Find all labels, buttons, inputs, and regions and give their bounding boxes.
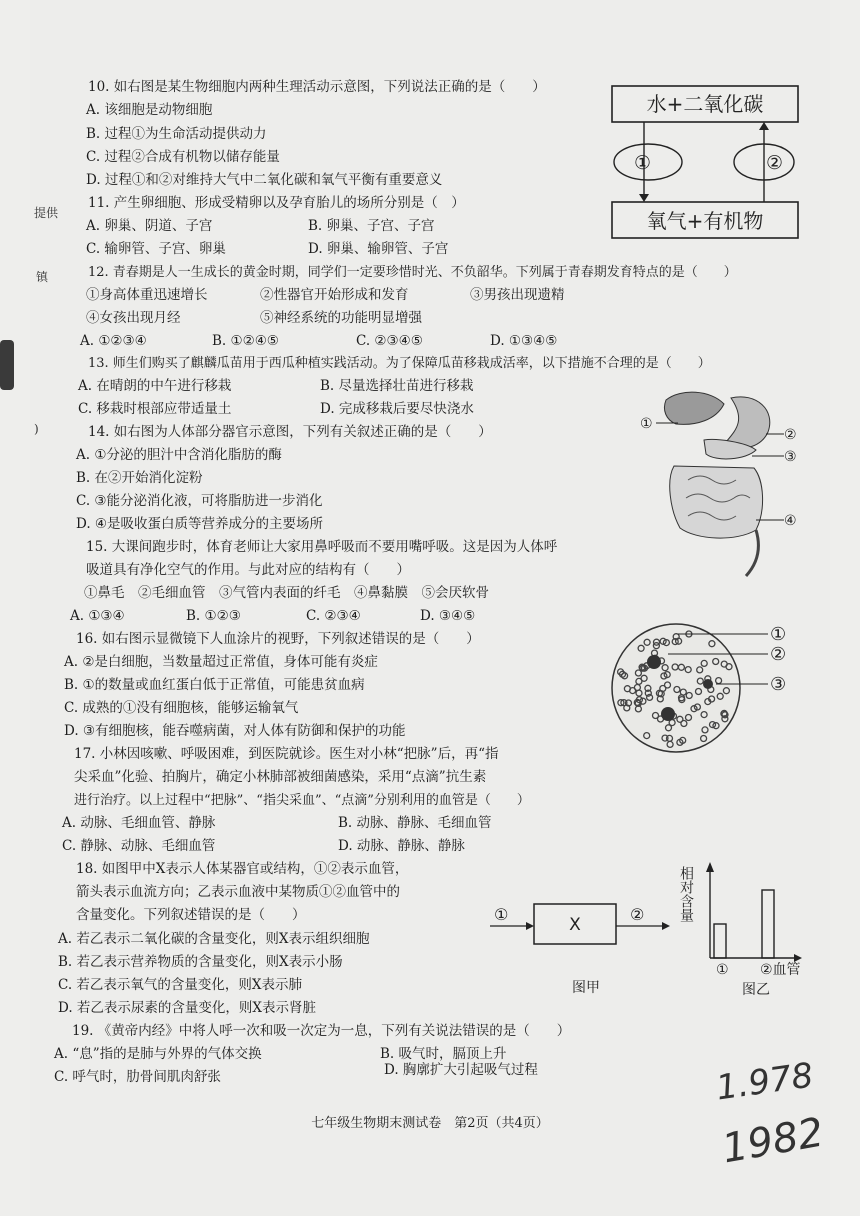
figure-q18-caption-b: 图乙 [742, 982, 770, 998]
figure-q10-process-1: ① [634, 152, 652, 174]
question-10-option-b: B. 过程①为生命活动提供动力 [86, 126, 267, 142]
figure-q14-digestive-system [636, 380, 806, 580]
question-14-option-c: C. ③能分泌消化液，可将脂肪进一步消化 [76, 493, 323, 509]
question-17-stem-line1: 17. 小林因咳嗽、呼吸困难，到医院就诊。医生对小林“把脉”后，再“指 [74, 746, 499, 762]
figure-q18-vessel-2: ② [630, 905, 645, 924]
question-19-option-a: A. “息”指的是肺与外界的气体交换 [54, 1046, 262, 1062]
question-16-option-b: B. ①的数量或血红蛋白低于正常值，可能患贫血病 [64, 677, 365, 693]
question-17-stem-line2: 尖采血”化验、拍胸片，确定小林肺部被细菌感染，采用“点滴”抗生素 [74, 769, 487, 785]
question-13-option-b: B. 尽量选择壮苗进行移栽 [320, 378, 474, 394]
question-17-option-d: D. 动脉、静脉、静脉 [338, 838, 465, 854]
figure-q14-label-3: ③ [784, 449, 797, 465]
figure-q18-chart-b [680, 848, 820, 998]
question-15-option-c: C. ②③④ [306, 608, 361, 624]
question-10-option-a: A. 该细胞是动物细胞 [86, 102, 213, 118]
figure-q16-label-3: ③ [770, 674, 787, 695]
question-18-option-c: C. 若乙表示氧气的含量变化，则X表示肺 [58, 977, 303, 993]
question-12-item-5: ⑤神经系统的功能明显增强 [260, 310, 422, 326]
question-13-option-a: A. 在晴朗的中午进行移栽 [78, 378, 232, 394]
question-12-item-3: ③男孩出现遗精 [470, 287, 565, 303]
margin-text: 提供 [34, 206, 59, 220]
question-11-stem: 11. 产生卵细胞、形成受精卵以及孕育胎儿的场所分别是（ ） [88, 195, 465, 211]
figure-q14-label-2: ② [784, 427, 797, 443]
figure-q16-label-2: ② [770, 644, 787, 665]
figure-q10-process-2: ② [766, 152, 784, 174]
question-12-option-a: A. ①②③④ [80, 333, 147, 349]
question-14-option-a: A. ①分泌的胆汁中含消化脂肪的酶 [76, 447, 282, 463]
chart-y-label-line: 相对含量 [678, 866, 694, 922]
question-19-stem: 19. 《黄帝内经》中将人呼一次和吸一次定为一息，下列有关说法错误的是（ ） [72, 1023, 571, 1039]
question-14-option-b: B. 在②开始消化淀粉 [76, 470, 203, 486]
figure-q14-label-1: ① [640, 416, 653, 432]
question-12-option-b: B. ①②④⑤ [212, 333, 279, 349]
question-17-stem-line3: 进行治疗。以上过程中“把脉”、“指尖采血”、“点滴”分别利用的血管是（ ） [74, 793, 530, 808]
handwritten-note-1: 1.978 [713, 1055, 816, 1109]
chart-x-tick-1: ① [716, 962, 729, 978]
question-12-option-d: D. ①③④⑤ [490, 333, 558, 349]
figure-q10 [600, 80, 810, 248]
white-blood-cell [647, 655, 661, 669]
question-11-option-c: C. 输卵管、子宫、卵巢 [86, 241, 226, 257]
question-12-item-2: ②性器官开始形成和发育 [260, 287, 409, 303]
question-14-option-d: D. ④是吸收蛋白质等营养成分的主要场所 [76, 516, 324, 532]
white-blood-cell [703, 679, 713, 689]
question-16-option-c: C. 成熟的①没有细胞核，能够运输氧气 [64, 700, 299, 716]
question-19-option-d: D. 胸廓扩大引起吸气过程 [384, 1062, 538, 1078]
figure-q10-bottom-label: 氧气+有机物 [646, 209, 764, 233]
chart-x-tick-2: ②血管 [760, 962, 801, 978]
question-10-stem: 10. 如右图是某生物细胞内两种生理活动示意图，下列说法正确的是（ ） [88, 79, 546, 95]
question-13-stem: 13. 师生们购买了麒麟瓜苗用于西瓜种植实践活动。为了保障瓜苗移栽成活率，以下措施不合理的是（ ） [88, 356, 711, 371]
question-18-option-d: D. 若乙表示尿素的含量变化，则X表示肾脏 [58, 1000, 317, 1016]
binding-mark [0, 340, 14, 390]
question-13-option-d: D. 完成移栽后要尽快浇水 [320, 401, 474, 417]
question-12-stem: 12. 青春期是人一生成长的黄金时期，同学们一定要珍惜时光、不负韶华。下列属于青春期发育特点的是（ ） [88, 265, 737, 280]
question-17-option-a: A. 动脉、毛细血管、静脉 [62, 815, 216, 831]
question-19-option-c: C. 呼气时，肋骨间肌肉舒张 [54, 1069, 221, 1085]
question-18-stem-line1: 18. 如图甲中X表示人体某器官或结构，①②表示血管， [76, 861, 409, 877]
question-12-item-1: ①身高体重迅速增长 [86, 287, 208, 303]
page-footer: 七年级生物期末测试卷 第2页（共4页） [311, 1116, 549, 1131]
question-18-stem-line2: 箭头表示血流方向；乙表示血液中某物质①②血管中的 [76, 884, 400, 900]
question-11-option-b: B. 卵巢、子宫、子宫 [308, 218, 435, 234]
question-13-option-c: C. 移栽时根部应带适量土 [78, 401, 232, 417]
question-15-stem-line1: 15. 大课间跑步时，体育老师让大家用鼻呼吸而不要用嘴呼吸。这是因为人体呼 [86, 539, 558, 555]
question-16-option-d: D. ③有细胞核，能吞噬病菌，对人体有防御和保护的功能 [64, 723, 406, 739]
chart-bar-2 [762, 890, 774, 958]
question-15-stem-line2: 吸道具有净化空气的作用。与此对应的结构有（ ） [86, 562, 410, 578]
white-blood-cell [661, 707, 675, 721]
question-15-option-a: A. ①③④ [70, 608, 125, 624]
question-18-option-a: A. 若乙表示二氧化碳的含量变化，则X表示组织细胞 [58, 931, 370, 947]
figure-q16-blood-smear [608, 622, 808, 758]
question-16-option-a: A. ②是白细胞，当数量超过正常值，身体可能有炎症 [64, 654, 378, 670]
figure-q18-vessel-1: ① [494, 905, 509, 924]
question-15-items: ①鼻毛 ②毛细血管 ③气管内表面的纤毛 ④鼻黏膜 ⑤会厌软骨 [84, 585, 489, 601]
figure-q16-label-1: ① [770, 624, 787, 645]
handwritten-note-2: 1982 [718, 1109, 828, 1173]
question-17-option-b: B. 动脉、静脉、毛细血管 [338, 815, 492, 831]
figure-q18-caption-a: 图甲 [572, 980, 600, 996]
question-10-option-c: C. 过程②合成有机物以储存能量 [86, 149, 280, 165]
margin-text: ) [34, 422, 39, 436]
question-11-option-a: A. 卵巢、阴道、子宫 [86, 218, 213, 234]
question-14-stem: 14. 如右图为人体部分器官示意图，下列有关叙述正确的是（ ） [88, 424, 492, 440]
question-16-stem: 16. 如右图示显微镜下人血涂片的视野，下列叙述错误的是（ ） [76, 631, 480, 647]
question-17-option-c: C. 静脉、动脉、毛细血管 [62, 838, 216, 854]
figure-q14-label-4: ④ [784, 513, 797, 529]
question-11-option-d: D. 卵巢、输卵管、子宫 [308, 241, 449, 257]
question-12-item-4: ④女孩出现月经 [86, 310, 181, 326]
figure-q18-diagram-a [486, 890, 686, 1000]
chart-bar-1 [714, 924, 726, 958]
question-18-stem-line3: 含量变化。下列叙述错误的是（ ） [76, 907, 306, 923]
question-10-option-d: D. 过程①和②对维持大气中二氧化碳和氧气平衡有重要意义 [86, 172, 443, 188]
question-15-option-b: B. ①②③ [186, 608, 241, 624]
margin-text: 镇 [36, 270, 49, 284]
question-15-option-d: D. ③④⑤ [420, 608, 476, 624]
figure-q10-top-label: 水+二氧化碳 [646, 92, 764, 116]
question-19-option-b: B. 吸气时，膈顶上升 [380, 1046, 507, 1062]
figure-q18-x-box: X [569, 915, 581, 935]
question-18-option-b: B. 若乙表示营养物质的含量变化，则X表示小肠 [58, 954, 343, 970]
question-12-option-c: C. ②③④⑤ [356, 333, 423, 349]
